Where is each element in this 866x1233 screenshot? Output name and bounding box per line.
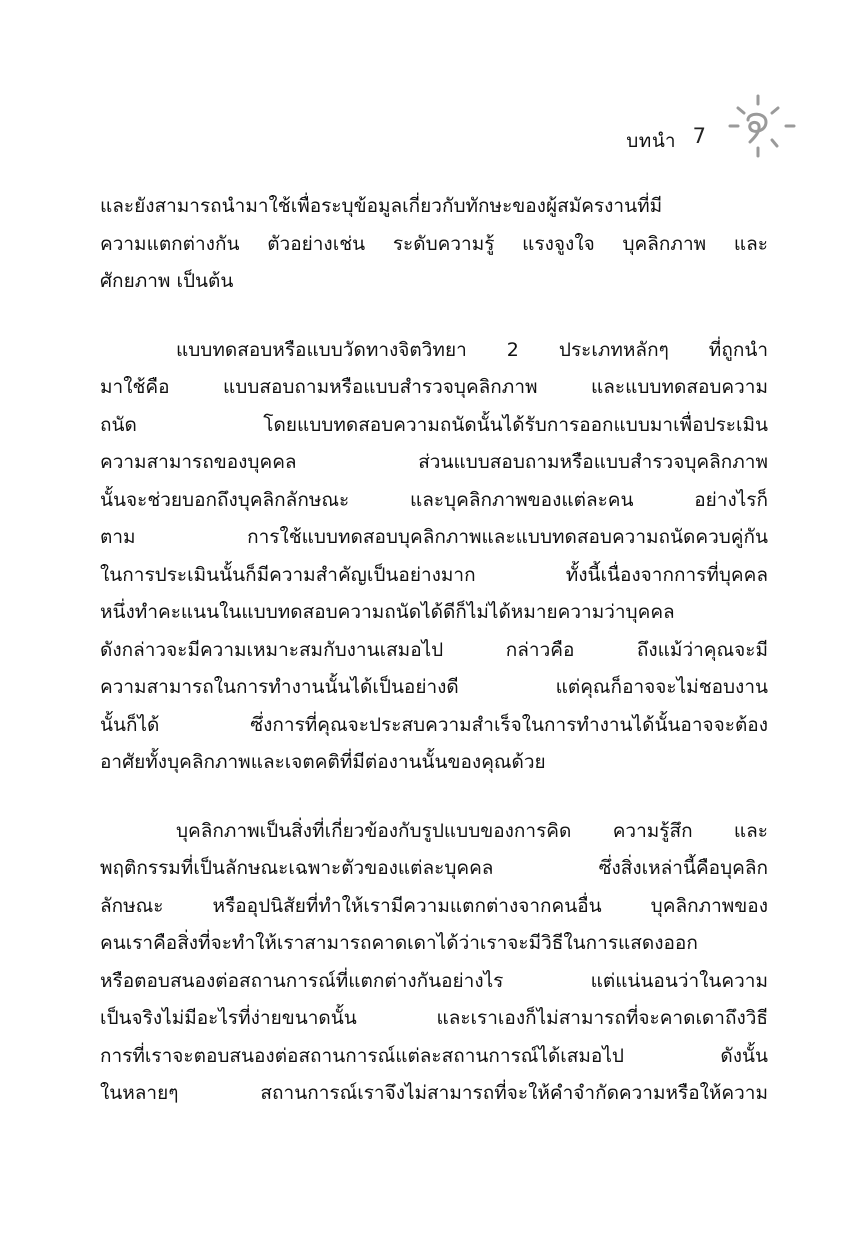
text-line: ความแตกต่างกัน ตัวอย่างเช่น ระดับความรู้ แรงจูงใจ บุคลิกภาพ และ bbox=[100, 232, 768, 255]
text-line: ดังกล่าวจะมีความเหมาะสมกับงานเสมอไป กล่าวคือ ถึงแม้ว่าคุณจะมี bbox=[100, 638, 768, 661]
text-line: เป็นจริงไม่มีอะไรที่ง่ายขนาดนั้น และเราเองก็ไม่สามารถที่จะคาดเดาถึงวิธี bbox=[100, 1007, 768, 1029]
text-line: ลักษณะ หรืออุปนิสัยที่ทำให้เรามีความแตกต่างจากคนอื่น บุคลิกภาพของ bbox=[100, 894, 768, 917]
text-line: ถนัด โดยแบบทดสอบความถนัดนั้นได้รับการออกแบบมาเพื่อประเมิน bbox=[100, 413, 768, 436]
text-line: ตาม การใช้แบบทดสอบบุคลิกภาพและแบบทดสอบความถนัดควบคู่กัน bbox=[100, 526, 768, 548]
text-line: ความสามารถในการทำงานนั้นได้เป็นอย่างดี แต่คุณก็อาจจะไม่ชอบงาน bbox=[100, 676, 768, 698]
running-header bbox=[546, 90, 806, 160]
body-text bbox=[100, 188, 768, 1113]
text-line: พฤติกรรมที่เป็นลักษณะเฉพาะตัวของแต่ละบุคคล ซึ่งสิ่งเหล่านี้คือบุคลิก bbox=[100, 857, 768, 879]
sun-swirl-icon bbox=[710, 90, 806, 160]
text-line: ในการประเมินนั้นก็มีความสำคัญเป็นอย่างมาก ทั้งนี้เนื่องจากการที่บุคคล bbox=[100, 563, 768, 586]
chapter-label: บทนำ bbox=[626, 130, 676, 152]
text-line: มาใช้คือ แบบสอบถามหรือแบบสำรวจบุคลิกภาพ และแบบทดสอบความ bbox=[100, 376, 768, 398]
text-line: บุคลิกภาพเป็นสิ่งที่เกี่ยวข้องกับรูปแบบของการคิด ความรู้สึก และ bbox=[176, 819, 768, 842]
text-line: หนึ่งทำคะแนนในแบบทดสอบความถนัดได้ดีก็ไม่ได้หมายความว่าบุคคล bbox=[100, 601, 675, 623]
text-line: หรือตอบสนองต่อสถานการณ์ที่แตกต่างกันอย่างไร แต่แน่นอนว่าในความ bbox=[100, 969, 768, 992]
text-line: และยังสามารถนำมาใช้เพื่อระบุข้อมูลเกี่ยวกับทักษะของผู้สมัครงานที่มี bbox=[100, 195, 663, 217]
text-line: ในหลายๆ สถานการณ์เราจึงไม่สามารถที่จะให้คำจำกัดความหรือให้ความ bbox=[100, 1082, 768, 1104]
text-line: อาศัยทั้งบุคลิกภาพและเจตคติที่มีต่องานนั้นของคุณด้วย bbox=[100, 751, 546, 773]
page-number: 7 bbox=[692, 124, 706, 148]
text-line: นั้นก็ได้ ซึ่งการที่คุณจะประสบความสำเร็จในการทำงานได้นั้นอาจจะต้อง bbox=[100, 713, 768, 736]
text-line: การที่เราจะตอบสนองต่อสถานการณ์แต่ละสถานการณ์ได้เสมอไป ดังนั้น bbox=[100, 1044, 768, 1067]
text-line: ความสามารถของบุคคล ส่วนแบบสอบถามหรือแบบสำรวจบุคลิกภาพ bbox=[100, 451, 768, 473]
text-line: แบบทดสอบหรือแบบวัดทางจิตวิทยา 2 ประเภทหลักๆ ที่ถูกนำ bbox=[176, 338, 768, 361]
text-line: คนเราคือสิ่งที่จะทำให้เราสามารถคาดเดาได้ว่าเราจะมีวิธีในการแสดงออก bbox=[100, 932, 698, 954]
text-line: นั้นจะช่วยบอกถึงบุคลิกลักษณะ และบุคลิกภาพของแต่ละคน อย่างไรก็ bbox=[100, 488, 768, 511]
text-line: ศักยภาพ เป็นต้น bbox=[100, 270, 234, 292]
